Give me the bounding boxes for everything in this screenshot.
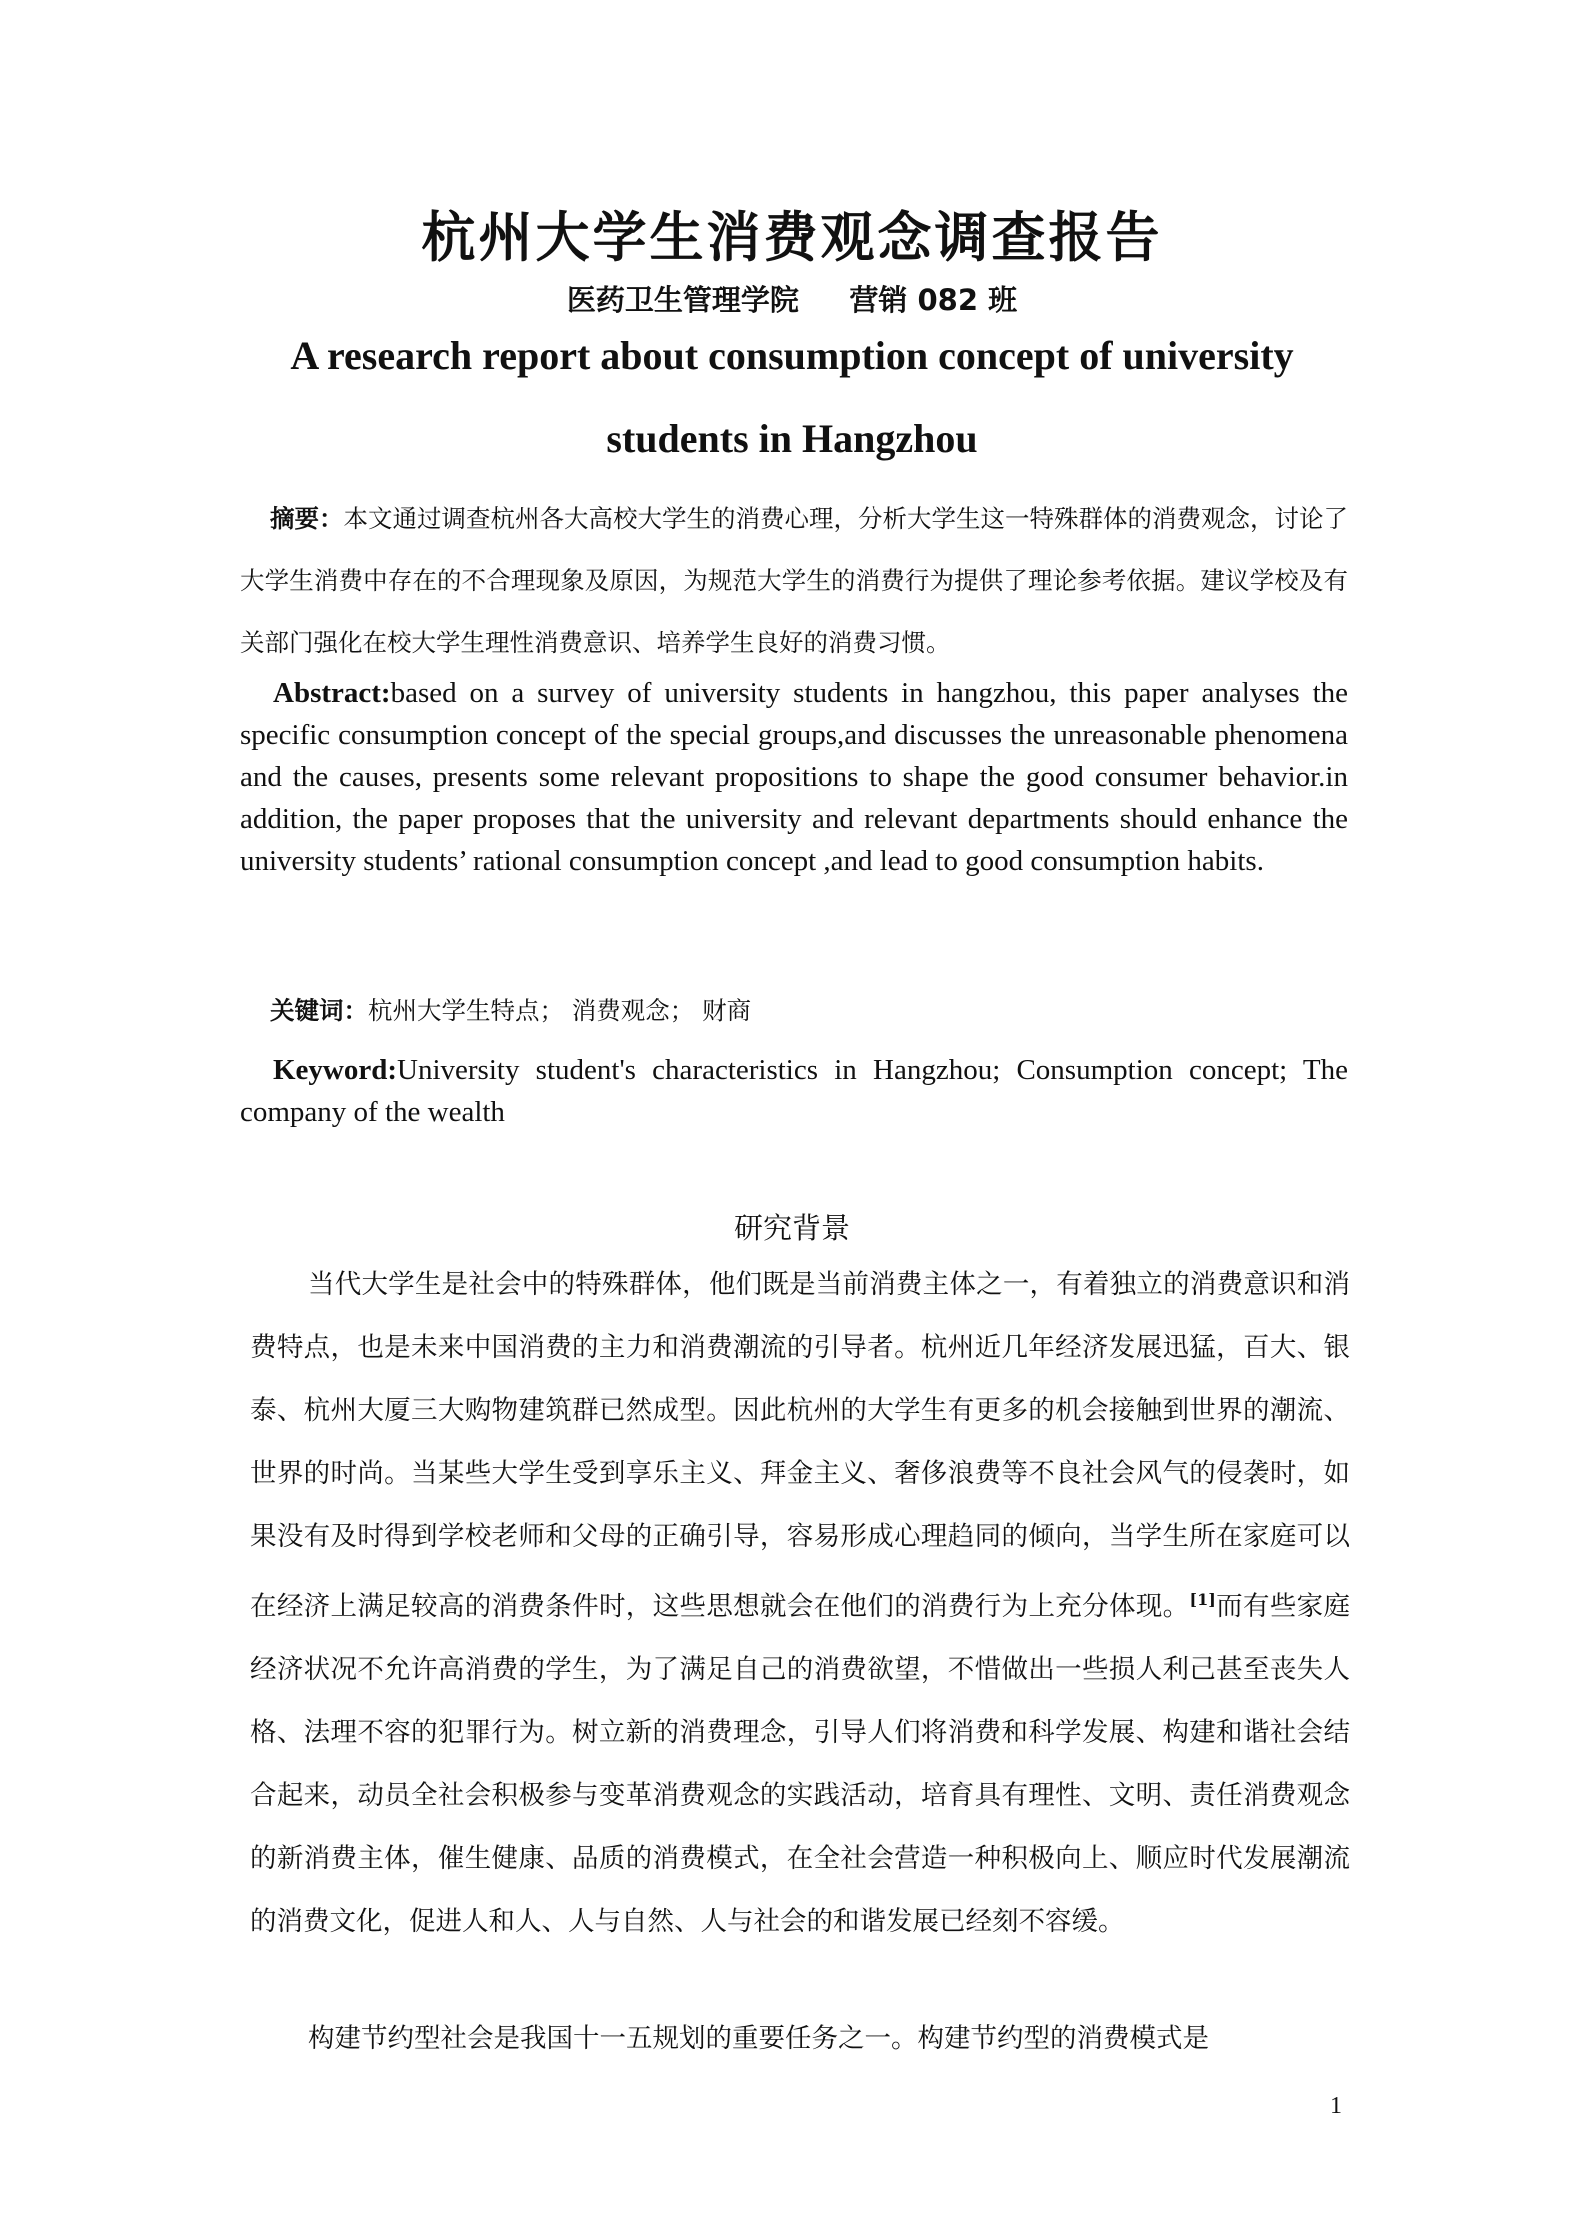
english-title-line-1: A research report about consumption concept of university bbox=[290, 333, 1294, 378]
english-title-line-2: students in Hangzhou bbox=[606, 416, 978, 461]
body-paragraph-1 bbox=[250, 1253, 1350, 1953]
abstract-english-text: based on a survey of university students in hangzhou, this paper analyses the specific consumption concept of the special groups,and discusses the unreasonable phenomena and the causes, presents some relevant propositions to shape the good consumer behavior.in addition, the paper proposes that the university and relevant departments should enhance the university students’ rational consumption concept ,and lead to good consumption habits. bbox=[240, 677, 1348, 877]
keywords-english-text: University student's characteristics in Hangzhou; Consumption concept; The company of the wealth bbox=[240, 1054, 1348, 1128]
page-title: 杭州大学生消费观念调查报告 bbox=[421, 206, 1163, 269]
abstract-chinese bbox=[240, 488, 1348, 674]
keywords-chinese-text: 杭州大学生特点； 消费观念； 财商 bbox=[368, 996, 752, 1025]
abstract-chinese-text: 本文通过调查杭州各大高校大学生的消费心理，分析大学生这一特殊群体的消费观念，讨论了大学生消费中存在的不合理现象及原因，为规范大学生的消费行为提供了理论参考依据。建议学校及有关部门强化在校大学生理性消费意识、培养学生良好的消费习惯。 bbox=[240, 504, 1348, 657]
keywords-english-label: Keyword: bbox=[273, 1054, 398, 1086]
author-affiliation: 医药卫生管理学院 营销 082 班 bbox=[566, 283, 1018, 317]
section-heading: 研究背景 bbox=[733, 1211, 850, 1245]
keywords-english bbox=[240, 1049, 1348, 1133]
page-number: 1 bbox=[1330, 2093, 1342, 2119]
keywords-chinese-label: 关键词： bbox=[270, 996, 368, 1025]
keywords-chinese bbox=[270, 992, 1330, 1027]
abstract-english-label: Abstract: bbox=[273, 677, 391, 709]
body-paragraph-2: 构建节约型社会是我国十一五规划的重要任务之一。构建节约型的消费模式是 bbox=[308, 2023, 1209, 2054]
paragraph-1-text-b: 而有些家庭经济状况不允许高消费的学生，为了满足自己的消费欲望，不惜做出一些损人利己甚至丧失人格、法理不容的犯罪行为。树立新的消费理念，引导人们将消费和科学发展、构建和谐社会结合起来，动员全社会积极参与变革消费观念的实践活动，培育具有理性、文明、责任消费观念的新消费主体，催生健康、品质的消费模式，在全社会营造一种积极向上、顺应时代发展潮流的消费文化，促进人和人、人与自然、人与社会的和谐发展已经刻不容缓。 bbox=[250, 1590, 1351, 1937]
citation-marker[interactable]: [1] bbox=[1189, 1590, 1216, 1609]
abstract-english bbox=[240, 672, 1348, 882]
abstract-chinese-label: 摘要： bbox=[270, 504, 344, 533]
paragraph-1-text-a: 当代大学生是社会中的特殊群体，他们既是当前消费主体之一，有着独立的消费意识和消费特点，也是未来中国消费的主力和消费潮流的引导者。杭州近几年经济发展迅猛，百大、银泰、杭州大厦三大购物建筑群已然成型。因此杭州的大学生有更多的机会接触到世界的潮流、世界的时尚。当某些大学生受到享乐主义、拜金主义、奢侈浪费等不良社会风气的侵袭时，如果没有及时得到学校老师和父母的正确引导，容易形成心理趋同的倾向，当学生所在家庭可以在经济上满足较高的消费条件时，这些思想就会在他们的消费行为上充分体现。 bbox=[250, 1269, 1350, 1622]
